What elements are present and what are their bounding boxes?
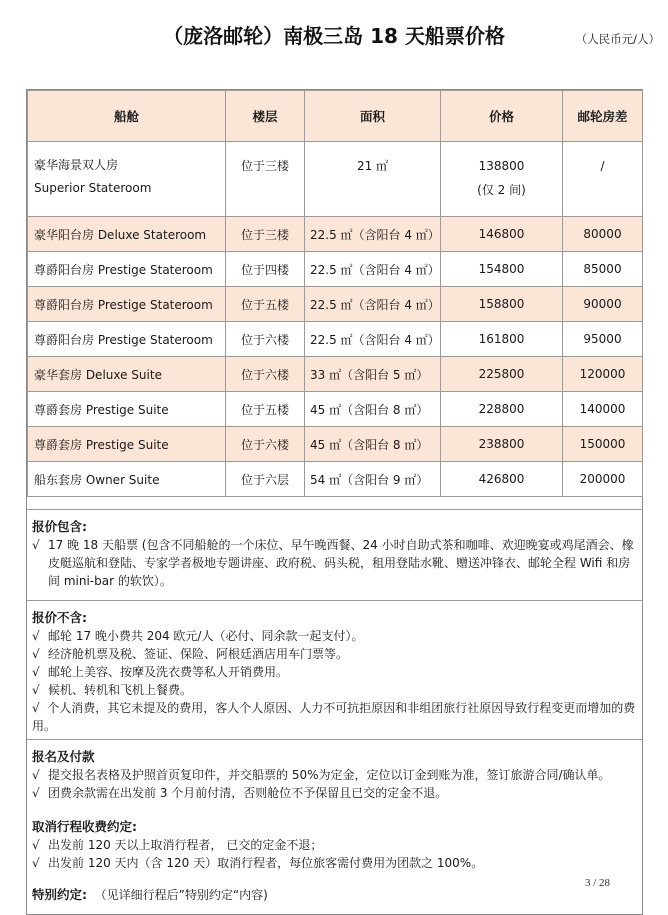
- excludes-item-text: 经济舱机票及税、签证、保险、阿根廷酒店用车门票等。: [48, 647, 349, 661]
- page-number: 3 / 28: [585, 877, 611, 889]
- supplement-cell: 85000: [563, 252, 643, 287]
- excludes-item-text: 邮轮 17 晚小费共 204 欧元/人（必付、同余款一起支付）。: [48, 629, 364, 643]
- floor-cell: 位于四楼: [226, 252, 305, 287]
- area-cell: 22.5 ㎡（含阳台 4 ㎡）: [305, 287, 441, 322]
- table-row: [28, 392, 643, 427]
- supplement-cell: 140000: [563, 392, 643, 427]
- list-item: [32, 681, 638, 699]
- list-item: [32, 663, 638, 681]
- includes-item-text: 17 晚 18 天船票 (包含不同船舱的一个床位、早午晚西餐、24 小时自助式茶和咖啡、欢迎晚宴或鸡尾酒会、橡皮艇巡航和登陆、专家学者极地专题讲座、政府税、码头税，租用登陆水靴、赠送冲锋衣、邮轮全程 Wifi 和房间 mini-bar 的软饮）。: [48, 538, 634, 588]
- check-icon: √: [32, 683, 40, 697]
- special-title: 特别约定:: [32, 887, 87, 902]
- check-icon: √: [32, 838, 40, 852]
- check-icon: √: [32, 856, 40, 870]
- floor-cell: 位于六楼: [226, 427, 305, 462]
- check-icon: √: [32, 647, 40, 661]
- floor-cell: 位于五楼: [226, 392, 305, 427]
- page-title: （庞洛邮轮）南极三岛 18 天船票价格: [163, 24, 505, 48]
- cabin-name-en: Superior Stateroom: [34, 181, 152, 195]
- excludes-item-text: 邮轮上美容、按摩及洗衣费等私人开销费用。: [48, 665, 289, 679]
- price-cell: 146800: [441, 217, 563, 252]
- price-cell: [441, 142, 563, 217]
- cabin-cell: 尊爵阳台房 Prestige Stateroom: [28, 287, 226, 322]
- list-item: [32, 536, 638, 590]
- floor-cell: 位于六楼: [226, 322, 305, 357]
- supplement-cell: 120000: [563, 357, 643, 392]
- table-row: [28, 427, 643, 462]
- excludes-section: [27, 600, 642, 739]
- payment-title: 报名及付款: [32, 749, 95, 764]
- table-row: [28, 217, 643, 252]
- column-header-floor: 楼层: [226, 91, 305, 142]
- price-cell: 158800: [441, 287, 563, 322]
- price-cell: 426800: [441, 462, 563, 497]
- area-cell: 54 ㎡（含阳台 9 ㎡）: [305, 462, 441, 497]
- supplement-cell: [563, 142, 643, 217]
- table-header-row: [28, 91, 643, 142]
- price-cell: 228800: [441, 392, 563, 427]
- check-icon: √: [32, 665, 40, 679]
- area-value: 21 ㎡: [356, 159, 389, 173]
- price-note: (仅 2 间): [477, 183, 526, 197]
- cabin-cell: 豪华阳台房 Deluxe Stateroom: [28, 217, 226, 252]
- table-row: [28, 357, 643, 392]
- column-header-cabin: 船舱: [28, 91, 226, 142]
- price-cell: 154800: [441, 252, 563, 287]
- check-icon: √: [32, 768, 40, 782]
- list-item: [32, 836, 638, 854]
- cabin-cell: [28, 142, 226, 217]
- supplement-cell: 80000: [563, 217, 643, 252]
- table-row: [28, 252, 643, 287]
- table-row: [28, 462, 643, 497]
- table-row: [28, 287, 643, 322]
- list-item: [32, 627, 638, 645]
- cancellation-title: 取消行程收费约定:: [32, 819, 137, 834]
- area-cell: 45 ㎡（含阳台 8 ㎡）: [305, 427, 441, 462]
- supplement-cell: 150000: [563, 427, 643, 462]
- floor-value: 位于三楼: [240, 159, 289, 173]
- area-cell: 33 ㎡（含阳台 5 ㎡）: [305, 357, 441, 392]
- price-cell: 238800: [441, 427, 563, 462]
- floor-cell: 位于六楼: [226, 357, 305, 392]
- cabin-name-cn: 豪华海景双人房: [34, 158, 119, 172]
- supplement-cell: 95000: [563, 322, 643, 357]
- supplement-cell: 90000: [563, 287, 643, 322]
- price-cell: 225800: [441, 357, 563, 392]
- supplement-value: /: [600, 159, 605, 173]
- floor-cell: [226, 142, 305, 217]
- area-cell: 22.5 ㎡（含阳台 4 ㎡）: [305, 217, 441, 252]
- list-item: [32, 645, 638, 663]
- floor-cell: 位于五楼: [226, 287, 305, 322]
- list-item: [32, 784, 638, 802]
- area-cell: 45 ㎡（含阳台 8 ㎡）: [305, 392, 441, 427]
- cabin-cell: 船东套房 Owner Suite: [28, 462, 226, 497]
- price-table: [27, 90, 643, 497]
- includes-title: 报价包含:: [32, 519, 87, 534]
- special-text: （见详细行程后”特别约定“内容): [94, 888, 268, 902]
- includes-section: [27, 509, 642, 594]
- excludes-item-text: 个人消费，其它未提及的费用，客人个人原因、人力不可抗拒原因和非组团旅行社原因导致行程变更而增加的费用。: [32, 701, 636, 733]
- excludes-title: 报价不含:: [32, 610, 87, 625]
- column-header-single-supplement: 邮轮房差: [563, 91, 643, 142]
- cabin-cell: 尊爵套房 Prestige Suite: [28, 427, 226, 462]
- list-item: [32, 766, 638, 784]
- cabin-cell: 尊爵套房 Prestige Suite: [28, 392, 226, 427]
- column-header-area: 面积: [305, 91, 441, 142]
- cabin-cell: 豪华套房 Deluxe Suite: [28, 357, 226, 392]
- check-icon: √: [32, 786, 40, 800]
- currency-unit: （人民币元/人）: [575, 32, 660, 46]
- list-item: [32, 699, 638, 735]
- table-row: [28, 322, 643, 357]
- area-cell: 22.5 ㎡（含阳台 4 ㎡）: [305, 252, 441, 287]
- column-header-price: 价格: [441, 91, 563, 142]
- floor-cell: 位于三楼: [226, 217, 305, 252]
- cabin-cell: 尊爵阳台房 Prestige Stateroom: [28, 322, 226, 357]
- terms-section: [27, 739, 642, 914]
- payment-item-text: 提交报名表格及护照首页复印件，并交船票的 50%为定金，定位以订金到账为准，签订旅游合同/确认单。: [48, 768, 611, 782]
- check-icon: √: [32, 701, 40, 715]
- area-cell: 22.5 ㎡（含阳台 4 ㎡）: [305, 322, 441, 357]
- special-terms: [32, 886, 638, 904]
- excludes-item-text: 候机、转机和飞机上餐费。: [48, 683, 193, 697]
- table-row: [28, 142, 643, 217]
- cancellation-item-text: 出发前 120 天内（含 120 天）取消行程者，每位旅客需付费用为团款之 100%。: [48, 856, 484, 870]
- check-icon: √: [32, 629, 40, 643]
- area-cell: [305, 142, 441, 217]
- payment-item-text: 团费余款需在出发前 3 个月前付清，否则舱位不予保留且已交的定金不退。: [48, 786, 448, 800]
- floor-cell: 位于六层: [226, 462, 305, 497]
- price-cell: 161800: [441, 322, 563, 357]
- price-document: [26, 89, 643, 915]
- cabin-cell: 尊爵阳台房 Prestige Stateroom: [28, 252, 226, 287]
- list-item: [32, 854, 638, 872]
- price-value: 138800: [478, 159, 525, 173]
- cancellation-item-text: 出发前 120 天以上取消行程者， 已交的定金不退；: [48, 838, 323, 852]
- check-icon: √: [32, 538, 40, 552]
- supplement-cell: 200000: [563, 462, 643, 497]
